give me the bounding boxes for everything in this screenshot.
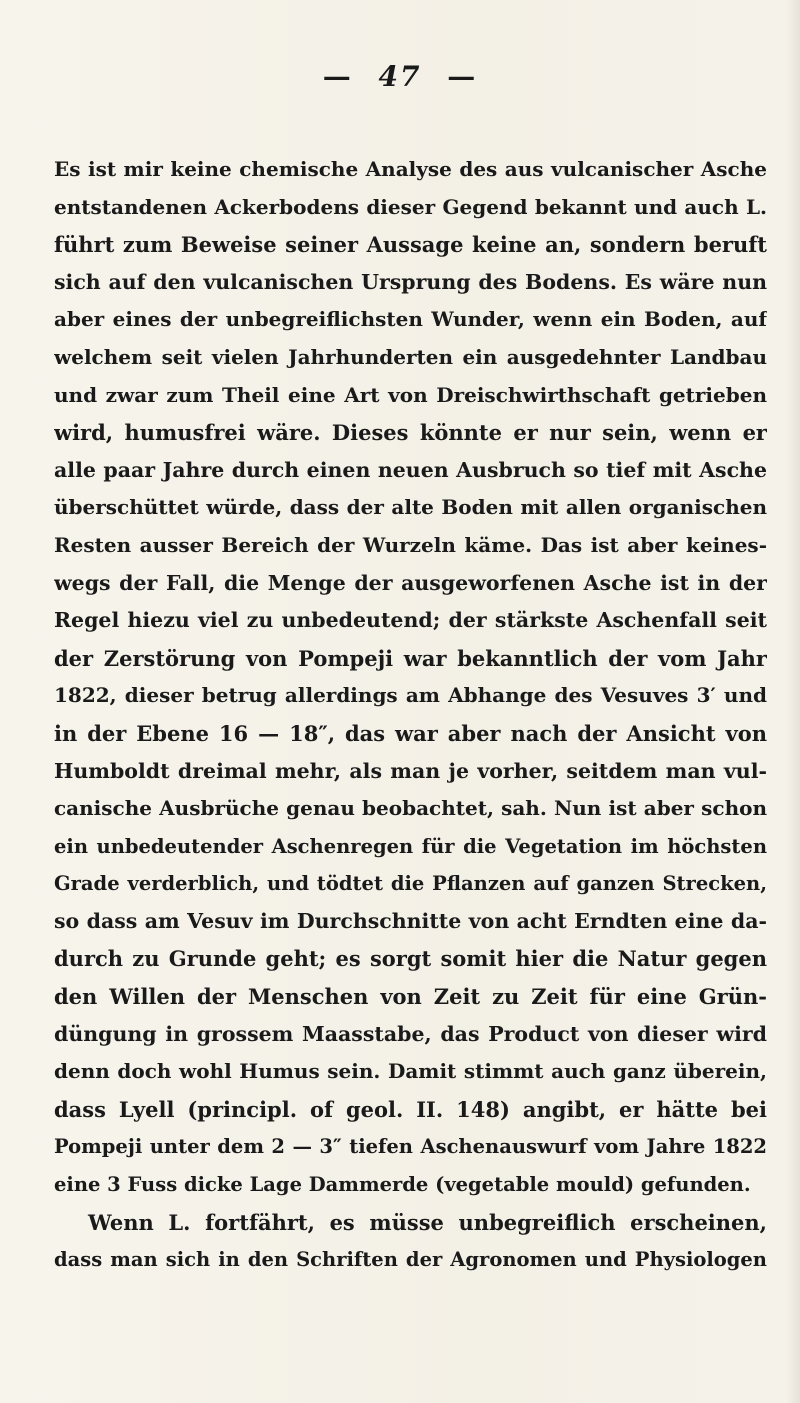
text-line: den Willen der Menschen von Zeit zu Zeit für eine Grün- <box>54 984 767 1010</box>
page-number: 47 <box>378 60 422 93</box>
text-line: in der Ebene 16 — 18″, das war aber nach der Ansicht von <box>54 720 767 746</box>
text-line: ein unbedeutender Aschenregen für die Vegetation im höchsten <box>54 834 767 858</box>
text-line: Wenn L. fortfährt, es müsse unbegreiflich erscheinen, <box>88 1209 767 1235</box>
text-line: welchem seit vielen Jahrhunderten ein ausgedehnter Landbau <box>54 344 767 369</box>
header-dash-right: — <box>447 60 478 93</box>
text-line: Es ist mir keine chemische Analyse des aus vulcanischer Asche <box>54 157 767 181</box>
text-line: denn doch wohl Humus sein. Damit stimmt auch ganz überein, <box>54 1059 767 1084</box>
text-line: Regel hiezu viel zu unbedeutend; der stärkste Aschenfall seit <box>54 608 767 633</box>
text-line: entstandenen Ackerbodens dieser Gegend bekannt und auch L. <box>54 194 767 219</box>
text-line: dass Lyell (principl. of geol. II. 148) angibt, er hätte bei <box>54 1096 767 1122</box>
page-header <box>0 60 800 93</box>
text-line: wegs der Fall, die Menge der ausgeworfenen Asche ist in der <box>54 570 767 595</box>
text-line: alle paar Jahre durch einen neuen Ausbruch so tief mit Asche <box>54 457 767 482</box>
text-line: der Zerstörung von Pompeji war bekanntlich der vom Jahr <box>54 645 767 671</box>
text-line: überschüttet würde, dass der alte Boden mit allen organischen <box>54 495 767 520</box>
text-line: dass man sich in den Schriften der Agronomen und Physiologen <box>54 1248 767 1272</box>
text-line: führt zum Beweise seiner Aussage keine an, sondern beruft <box>54 232 767 258</box>
text-line: sich auf den vulcanischen Ursprung des Bodens. Es wäre nun <box>54 269 767 294</box>
text-line: und zwar zum Theil eine Art von Dreischwirthschaft getrieben <box>54 382 767 407</box>
page-edge-shadow <box>786 0 800 1403</box>
text-line: so dass am Vesuv im Durchschnitte von acht Erndten eine da- <box>54 908 767 933</box>
text-line: 1822, dieser betrug allerdings am Abhange des Vesuves 3′ und <box>54 683 767 708</box>
text-line: durch zu Grunde geht; es sorgt somit hier die Natur gegen <box>54 946 767 972</box>
text-line: wird, humusfrei wäre. Dieses könnte er nur sein, wenn er <box>54 420 767 446</box>
text-line: Humboldt dreimal mehr, als man je vorher, seitdem man vul- <box>54 758 767 783</box>
text-line: canische Ausbrüche genau beobachtet, sah. Nun ist aber schon <box>54 796 767 821</box>
text-line: Resten ausser Bereich der Wurzeln käme. Das ist aber keines- <box>54 532 767 557</box>
header-dash-left: — <box>322 60 353 93</box>
text-line: Pompeji unter dem 2 — 3″ tiefen Aschenauswurf vom Jahre 1822 <box>54 1135 767 1159</box>
body-text <box>54 151 767 1279</box>
text-line: Grade verderblich, und tödtet die Pflanzen auf ganzen Strecken, <box>54 872 767 896</box>
text-line: aber eines der unbegreiflichsten Wunder, wenn ein Boden, auf <box>54 307 767 332</box>
text-line: eine 3 Fuss dicke Lage Dammerde (vegetable mould) gefunden. <box>54 1173 751 1197</box>
text-line: düngung in grossem Maasstabe, das Product von dieser wird <box>54 1021 767 1046</box>
